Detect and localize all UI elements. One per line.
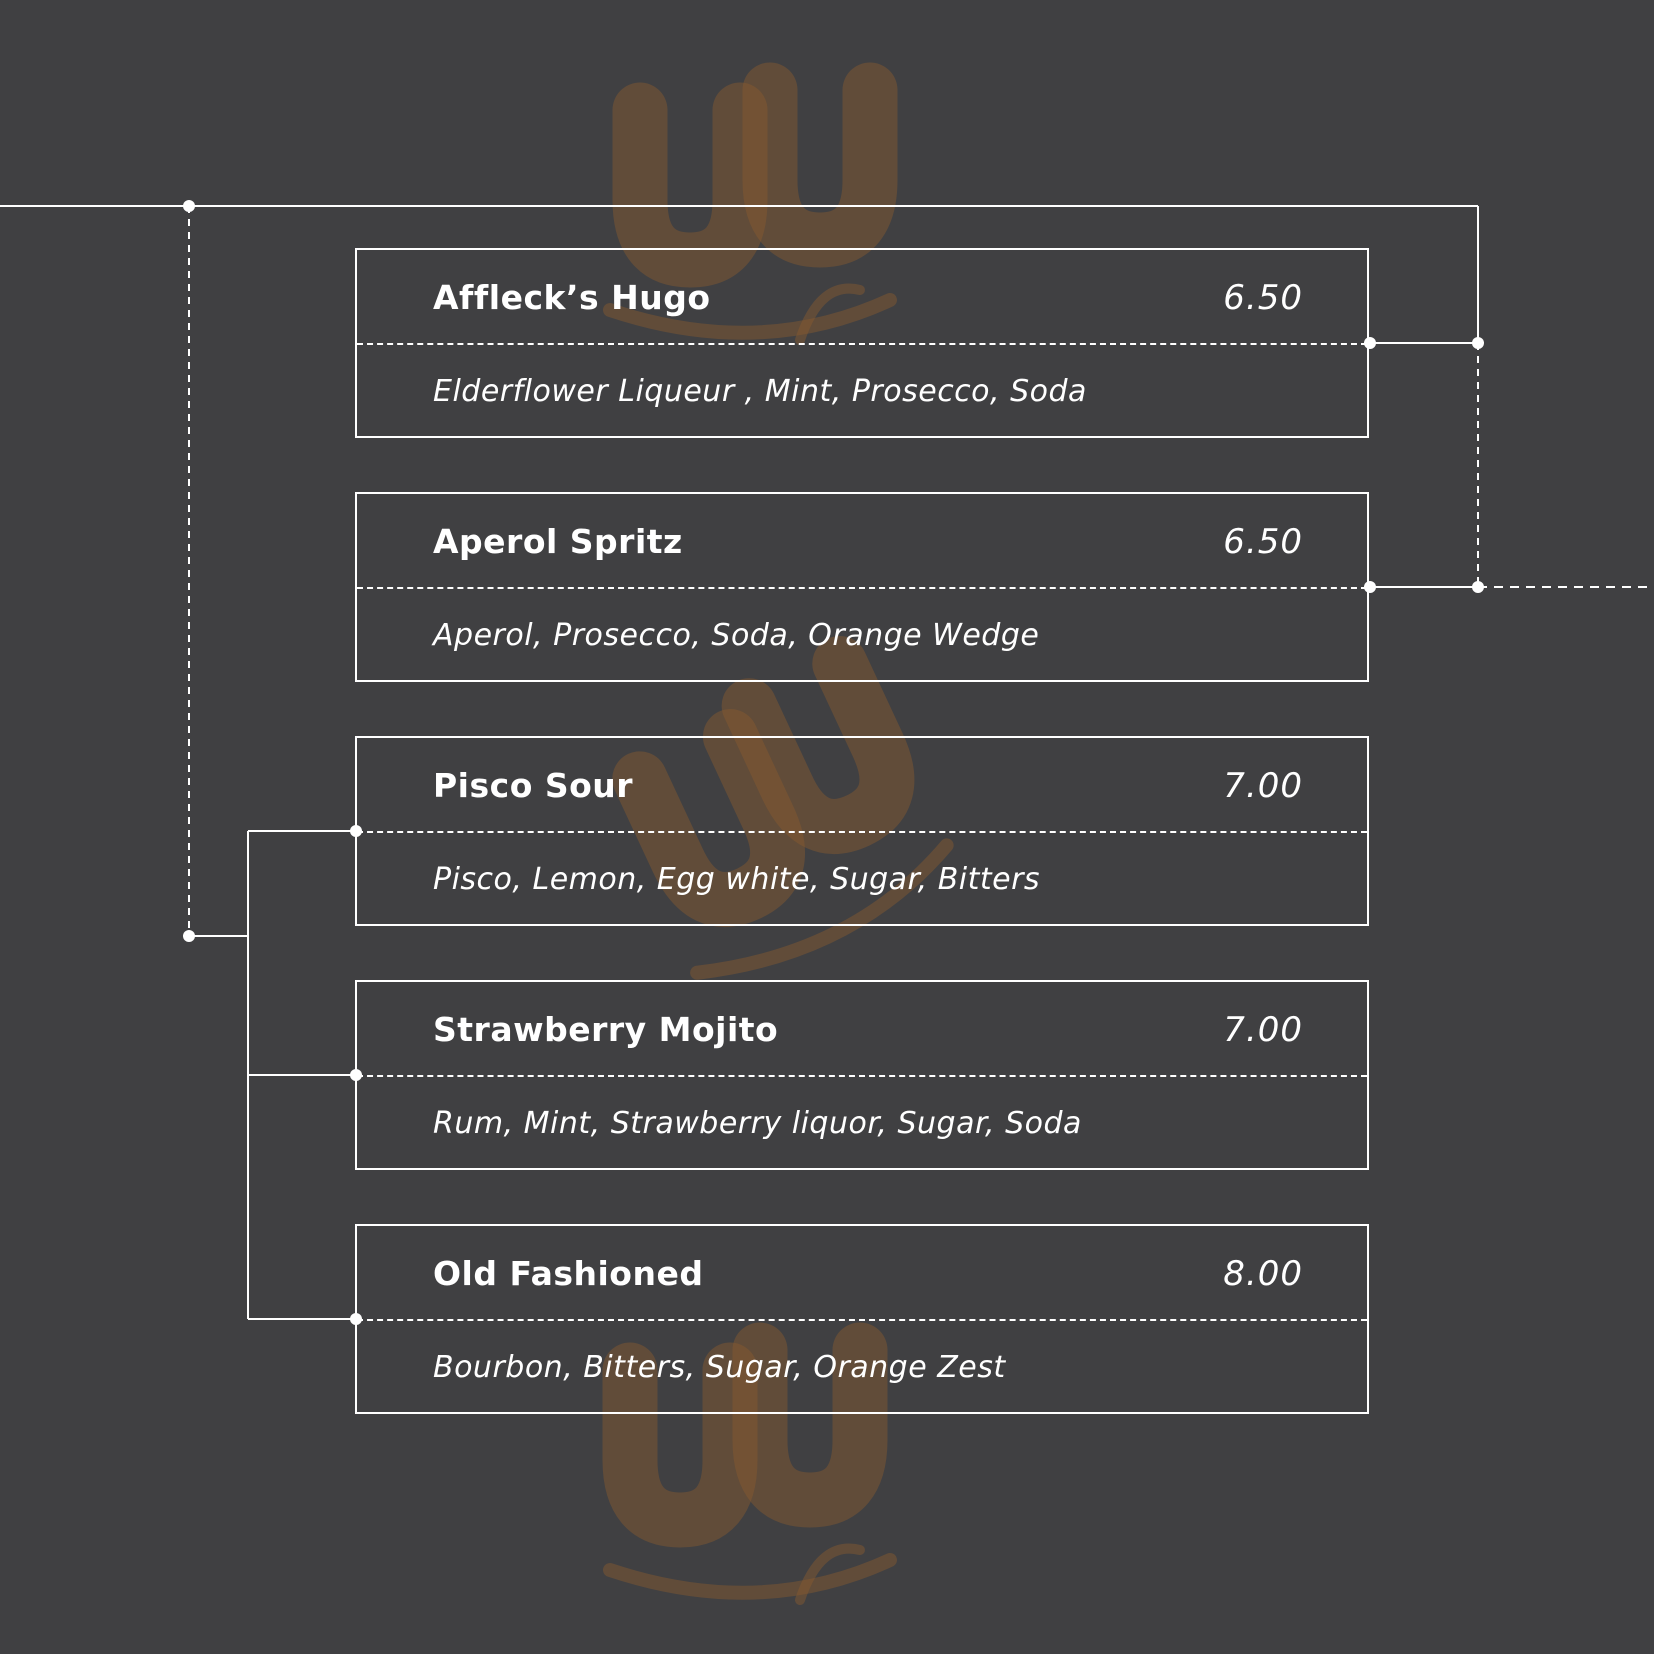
menu-item-header xyxy=(357,1226,1367,1321)
menu-item-affleks-hugo xyxy=(355,248,1369,438)
drink-price: 7.00 xyxy=(1223,766,1303,806)
node-dot xyxy=(183,930,195,942)
menu-item-header xyxy=(357,738,1367,833)
drink-price: 7.00 xyxy=(1223,1010,1303,1050)
drink-ingredients: Bourbon, Bitters, Sugar, Orange Zest xyxy=(433,1350,1006,1385)
drink-name: Strawberry Mojito xyxy=(433,1010,779,1049)
menu-item-header xyxy=(357,250,1367,345)
drink-name: Affleck’s Hugo xyxy=(433,278,711,317)
menu-item-strawberry-mojito xyxy=(355,980,1369,1170)
drink-ingredients: Elderflower Liqueur , Mint, Prosecco, Soda xyxy=(433,374,1087,409)
menu-item-header xyxy=(357,494,1367,589)
menu-item-aperol-spritz xyxy=(355,492,1369,682)
drink-name: Old Fashioned xyxy=(433,1254,704,1293)
menu-item-pisco-sour xyxy=(355,736,1369,926)
drink-ingredients: Aperol, Prosecco, Soda, Orange Wedge xyxy=(433,618,1040,653)
menu-item-header xyxy=(357,982,1367,1077)
node-dot xyxy=(183,200,195,212)
drink-ingredients: Pisco, Lemon, Egg white, Sugar, Bitters xyxy=(433,862,1041,897)
node-dot xyxy=(1472,581,1484,593)
drink-price: 8.00 xyxy=(1223,1254,1303,1294)
drink-ingredients: Rum, Mint, Strawberry liquor, Sugar, Soda xyxy=(433,1106,1082,1141)
node-dot xyxy=(1472,337,1484,349)
drink-name: Aperol Spritz xyxy=(433,522,683,561)
drink-price: 6.50 xyxy=(1223,278,1303,318)
drink-price: 6.50 xyxy=(1223,522,1303,562)
drink-name: Pisco Sour xyxy=(433,766,634,805)
menu-item-old-fashioned xyxy=(355,1224,1369,1414)
